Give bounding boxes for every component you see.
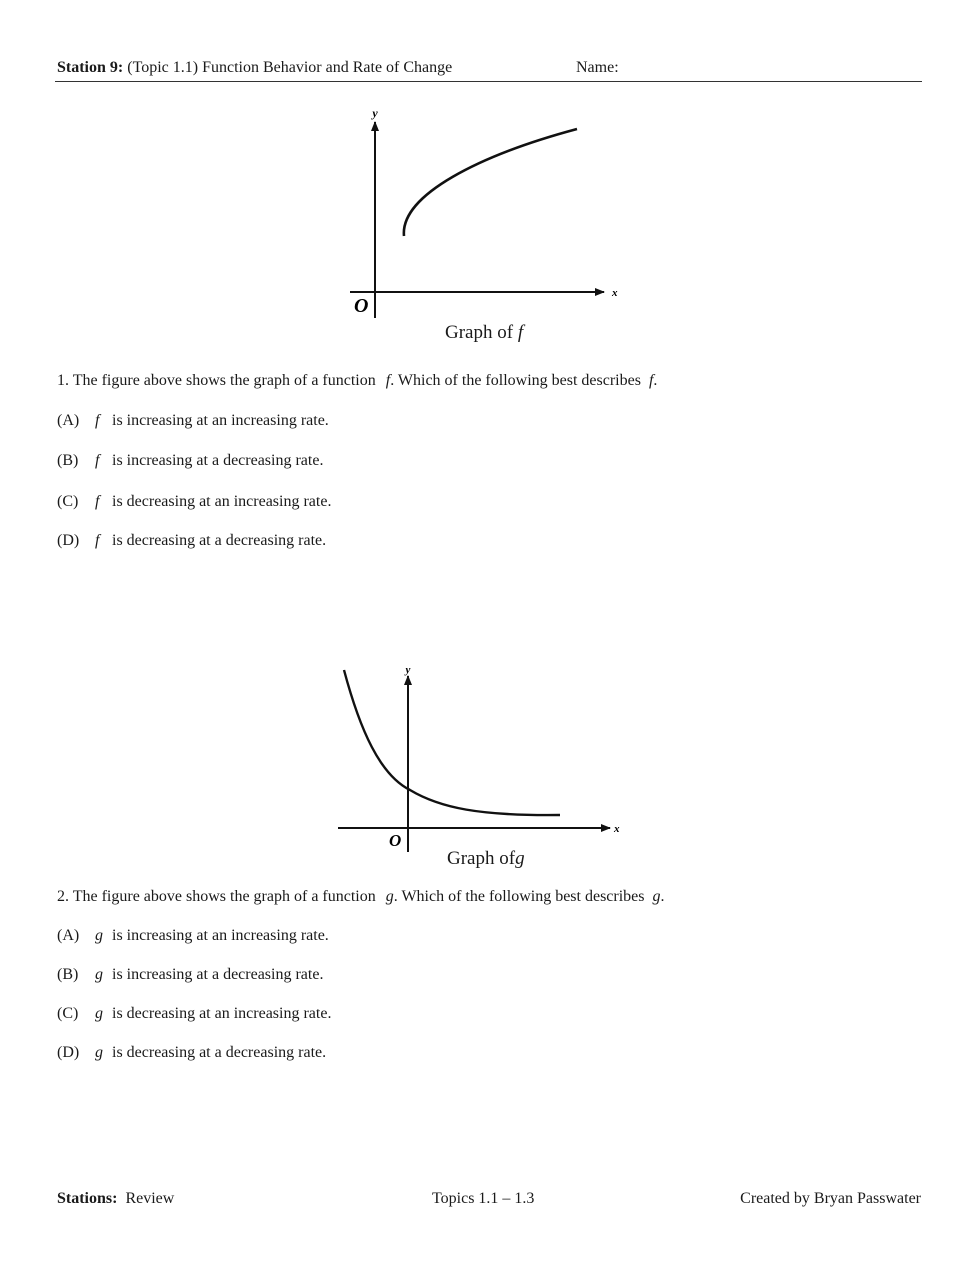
q2-option-c[interactable]: (C) g is decreasing at an increasing rate. <box>57 1005 332 1022</box>
q2-option-d[interactable]: (D) g is decreasing at a decreasing rate. <box>57 1044 327 1061</box>
header-rule <box>55 81 922 82</box>
graph-f-caption: Graph of f <box>445 322 524 343</box>
station-title: (Topic 1.1) Function Behavior and Rate of Change <box>127 59 453 76</box>
station-label: Station 9: <box>57 59 124 76</box>
graph-f-curve <box>404 129 577 236</box>
q2-option-b[interactable]: (B) g is increasing at a decreasing rate. <box>57 966 324 983</box>
graph-g-curve <box>344 670 560 815</box>
graph-g-origin-label: O <box>389 831 402 850</box>
graph-g-caption: Graph ofg <box>447 848 525 869</box>
graph-f <box>330 100 630 350</box>
footer-right: Created by Bryan Passwater <box>740 1190 921 1207</box>
question-2: 2. The figure above shows the graph of a function g. Which of the following best describes g. <box>57 888 665 905</box>
graph-f-y-label: y <box>372 106 378 120</box>
graph-g-y-label: y <box>405 664 411 676</box>
q1-option-a[interactable]: (A) f is increasing at an increasing rate. <box>57 412 329 429</box>
graph-f-x-label: x <box>612 287 618 299</box>
question-1: 1. The figure above shows the graph of a function f. Which of the following best describes f. <box>57 372 658 389</box>
graph-g <box>330 660 630 855</box>
q1-option-d[interactable]: (D) f is decreasing at a decreasing rate. <box>57 532 327 549</box>
footer-left: Stations: Review <box>57 1190 175 1207</box>
q1-option-b[interactable]: (B) f is increasing at a decreasing rate. <box>57 452 324 469</box>
graph-f-origin-label: O <box>354 295 369 317</box>
q2-option-a[interactable]: (A) g is increasing at an increasing rate. <box>57 927 329 944</box>
footer-center: Topics 1.1 – 1.3 <box>432 1190 535 1207</box>
name-label: Name: <box>576 59 619 76</box>
graph-g-x-label: x <box>614 823 620 835</box>
q1-option-c[interactable]: (C) f is decreasing at an increasing rate. <box>57 493 332 510</box>
page-header <box>57 59 452 77</box>
